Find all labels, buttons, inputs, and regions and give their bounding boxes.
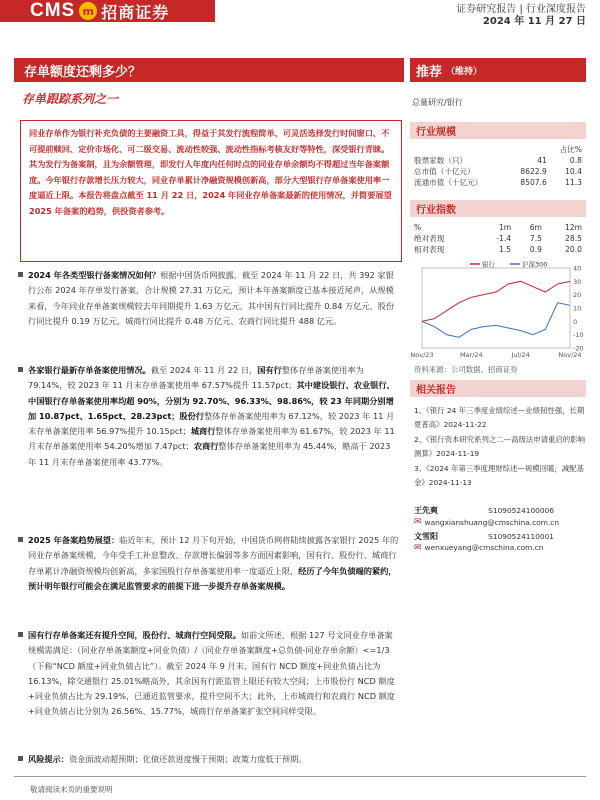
- bullet-square-icon: [18, 537, 23, 542]
- industry-index-table: [412, 222, 584, 255]
- analyst-name: 王先爽: [414, 506, 438, 515]
- y-tick-label: 0: [573, 317, 578, 326]
- row-value: 41: [537, 156, 547, 165]
- bullet-text: 整体存单备案使用率为 61.67%，较 2023 年 11 月末存单备案使用率 54.20%增加 7.47pct；: [28, 426, 395, 452]
- col-header: 6m: [529, 223, 542, 232]
- bullet-head: 国有行存单备案还有提升空间，股份行、城商行空间受限。: [28, 630, 241, 640]
- row-value: 20.0: [565, 245, 582, 254]
- logo-badge-icon: m: [79, 2, 97, 20]
- bullet-square-icon: [18, 367, 23, 372]
- bullet-head: 2024 年各类型银行备案情况如何？: [28, 270, 161, 280]
- analyst-cert: S1090524110001: [488, 532, 554, 541]
- report-date: 2024 年 11 月 27 日: [482, 16, 586, 27]
- report-type: 证券研究报告 | 行业深度报告: [456, 4, 586, 15]
- footer-note: 敬请阅读末页的重要说明: [30, 785, 113, 794]
- related-report-item[interactable]: 3、《2024 年第三季度理财综述—规模回暖，减配基金》2024-11-13: [414, 464, 584, 487]
- logo-text-cn: 招商证券: [101, 2, 170, 22]
- col-header: %: [414, 223, 422, 232]
- analyst-email[interactable]: wangxianshuang@cmschina.com.cn: [424, 518, 560, 527]
- bullet-usage: [28, 363, 400, 470]
- col-header: 12m: [564, 223, 582, 232]
- bullet-head: 2025 年备案趋势展望：: [28, 535, 120, 545]
- related-reports-heading: 相关报告: [410, 380, 586, 397]
- bullet-text: 截至 2024 年 11 月 22 日，: [150, 365, 258, 375]
- y-tick-label: 40: [573, 264, 582, 273]
- industry-scale-heading: 行业规模: [410, 122, 586, 139]
- related-report-item[interactable]: 1、《银行 24 年三季度业绩综述—业绩韧性强，长期夏普高》2024-11-22: [414, 406, 585, 429]
- analyst-email[interactable]: wenxueyang@cmschina.com.cn: [424, 543, 544, 552]
- bullet-square-icon: [18, 632, 23, 637]
- bullet-bold: 农商行: [193, 441, 219, 452]
- legend-label: 沪深300: [522, 260, 548, 269]
- rating-main: 推荐: [416, 64, 443, 80]
- bullet-bold: 城商行: [190, 426, 216, 437]
- email-icon: ✉: [414, 517, 422, 527]
- legend-label: 银行: [482, 260, 495, 269]
- industry-index-heading: 行业指数: [410, 200, 586, 217]
- brand-logo: [0, 0, 215, 22]
- col-header: 1m: [498, 223, 512, 232]
- row-label: 相对表现: [414, 245, 445, 254]
- x-tick-label: Mar/24: [459, 351, 483, 359]
- industry-label: 总量研究/银行: [412, 98, 463, 107]
- bullet-text: 整体存单备案使用率为 79.14%，较 2023 年 11 月末存单备案使用率 67.57%提升 11.57pct；: [28, 365, 364, 391]
- report-subtitle: 存单跟踪系列之一: [22, 92, 119, 106]
- y-tick-label: -10: [573, 331, 584, 340]
- row-value: 28.5: [565, 234, 582, 243]
- y-tick-label: 20: [573, 291, 582, 300]
- bullet-body: 如前文所述，根据 127 号文同业存单备案规模需满足：（同业存单备案额度+同业负债）/（同业存单备案额度+总负债-同业存单余额）<=1/3（下称“NCD 额度+同业负债占比”）。截至 2024 年 9 月末，国有行 NCD 额度+同业负债占比为 16.13%，除交通银行 25.01%略高外，其余国有行距监管上限还有较大空间；上市股份行 NCD 额度+同业负债占比为 29.19%，已通近监管要求，提升空间不大；此外，上市城商行和农商行 NCD 额度+同业负债占比分别为 26.56%、15.77%，城商行存单备案扩张空间同样受限。: [28, 630, 395, 717]
- rating-sub: （维持）: [446, 66, 483, 77]
- row-value: 1.5: [499, 245, 512, 254]
- table-row: [412, 177, 584, 188]
- row-pct: 10.4: [565, 167, 582, 176]
- analyst-block: [414, 505, 590, 553]
- bullet-head: 各家银行最新存单备案使用情况。: [28, 365, 151, 375]
- rating-banner: [410, 58, 586, 82]
- logo-text-en: CMS: [30, 0, 76, 21]
- bullet-body: 临近年末，预计 12 月下旬开始，中国货币网将陆续披露各家银行 2025 年的同业存单备案规模，今年受手工补息整改、存款增长偏弱等多方面因素影响，国有行、股份行、城商行存单累计净融资规模均创新高，多家国股行存单备案使用率一度逼近上限，: [28, 535, 399, 576]
- series-line-1: [422, 303, 570, 338]
- analyst-name: 文雪阳: [414, 532, 438, 541]
- footer-rule: [14, 776, 586, 777]
- x-tick-label: Jul/24: [511, 351, 530, 359]
- bullet-bold: 国有行: [257, 365, 282, 375]
- plot-frame: [422, 268, 570, 348]
- row-label: 绝对表现: [414, 234, 445, 243]
- row-pct: 11.3: [565, 178, 582, 187]
- related-reports-list: [414, 404, 586, 492]
- bullet-risk: [28, 752, 400, 767]
- row-label: 股票家数（只）: [414, 156, 468, 165]
- table-row: [412, 222, 584, 233]
- chart-source: 资料来源：公司数据、招商证券: [414, 365, 518, 374]
- analyst-cert: S1090524100006: [488, 506, 554, 515]
- bullet-space: [28, 628, 400, 720]
- row-pct: 0.8: [569, 156, 582, 165]
- bullet-bold: 其中建设银行、农业银行、中国银行存单备案使用率均超 90%，分别为 92.70%、96.33%、98.86%，较 23 年同期分别增加 10.87pct、1.65pct、28.23pct；: [28, 380, 395, 421]
- row-value: 0.9: [529, 245, 542, 254]
- row-value: 8622.9: [520, 167, 547, 176]
- table-row: [412, 144, 584, 155]
- bullet-square-icon: [18, 756, 23, 761]
- report-title: 存单额度还剩多少？: [14, 58, 404, 82]
- bullet-square-icon: [18, 272, 23, 277]
- series-line-0: [422, 281, 570, 321]
- bullet-bold: 股份行: [179, 410, 205, 421]
- y-tick-label: 30: [573, 277, 582, 286]
- industry-scale-table: [412, 144, 584, 188]
- table-row: [412, 244, 584, 255]
- index-line-chart: [410, 258, 590, 362]
- summary-box: 同业存单作为银行补充负债的主要融资工具，得益于其发行流程简单、可灵活选择发行时间窗口、不可提前赎回、定价市场化、可二级交易、流动性较强、流动性指标考核友好等特性，深受银行青睐。其为发行为备案制，且为余额管理，即发行人年度内任何时点的同业存单余额均不得超过当年备案额度。今年银行存款增长压力较大，同业存单累计净融资规模创新高，部分大型银行存单备案使用率一度逼近上限。本报告将盘点截至 11 月 22 日，2024 年同业存单备案最新的使用情况，并简要展望 2025 年备案的趋势，供投资者参考。: [20, 120, 402, 262]
- bullet-tail: 经历了今年负债端的紧约，预计明年银行可能会在满足监管要求的前提下进一步提升存单备案规模。: [28, 565, 397, 591]
- row-value: -1.4: [496, 234, 512, 243]
- x-tick-label: Nov/24: [558, 351, 582, 359]
- related-report-item[interactable]: 2、《银行资本研究系列之二—高级法申请重启的影响测算》2024-11-19: [414, 435, 585, 458]
- table-row: [412, 233, 584, 244]
- bullet-filing-overview: [28, 268, 400, 329]
- row-label: 总市值（十亿元）: [414, 167, 475, 176]
- bullet-body: 资金面波动超预期；化债还款进度慢于预期；政策力度低于预期。: [68, 754, 307, 764]
- y-tick-label: 10: [573, 304, 582, 313]
- pct-header: 占比%: [559, 145, 582, 154]
- row-value: 7.5: [529, 234, 542, 243]
- bullet-outlook: [28, 533, 400, 594]
- bullet-text: 整体存单备案使用率为 67.12%，较 2023 年 11 月末存单备案使用率 56.97%提升 10.15pct；: [28, 410, 395, 437]
- table-row: [412, 155, 584, 166]
- row-label: 流通市值（十亿元）: [414, 178, 483, 187]
- row-value: 8507.6: [520, 178, 547, 187]
- bullet-head: 风险提示：: [28, 754, 69, 764]
- bullet-body: 根据中国货币网披露，截至 2024 年 11 月 22 日，共 392 家银行公布 2024 年存单发行备案，合计规模 27.31 万亿元，预计本年备案额度已基本接近尾声，从规模来看，今年同业存单备案规模较去年同期提升 1.63 万亿元，其中国有行同比提升 0.84 万亿元，股份行同比提升 0.19 万亿元，城商行同比提升 0.48 万亿元、农商行同比提升 488 亿元。: [28, 270, 395, 326]
- table-row: [412, 166, 584, 177]
- x-tick-label: Nov/23: [410, 351, 434, 359]
- y-tick-label: -20: [573, 344, 584, 353]
- email-icon: ✉: [414, 543, 422, 553]
- bullet-text: 整体存单备案使用率为 45.44%，略高于 2023 年 11 月末存单备案使用率 43.77%。: [28, 441, 391, 467]
